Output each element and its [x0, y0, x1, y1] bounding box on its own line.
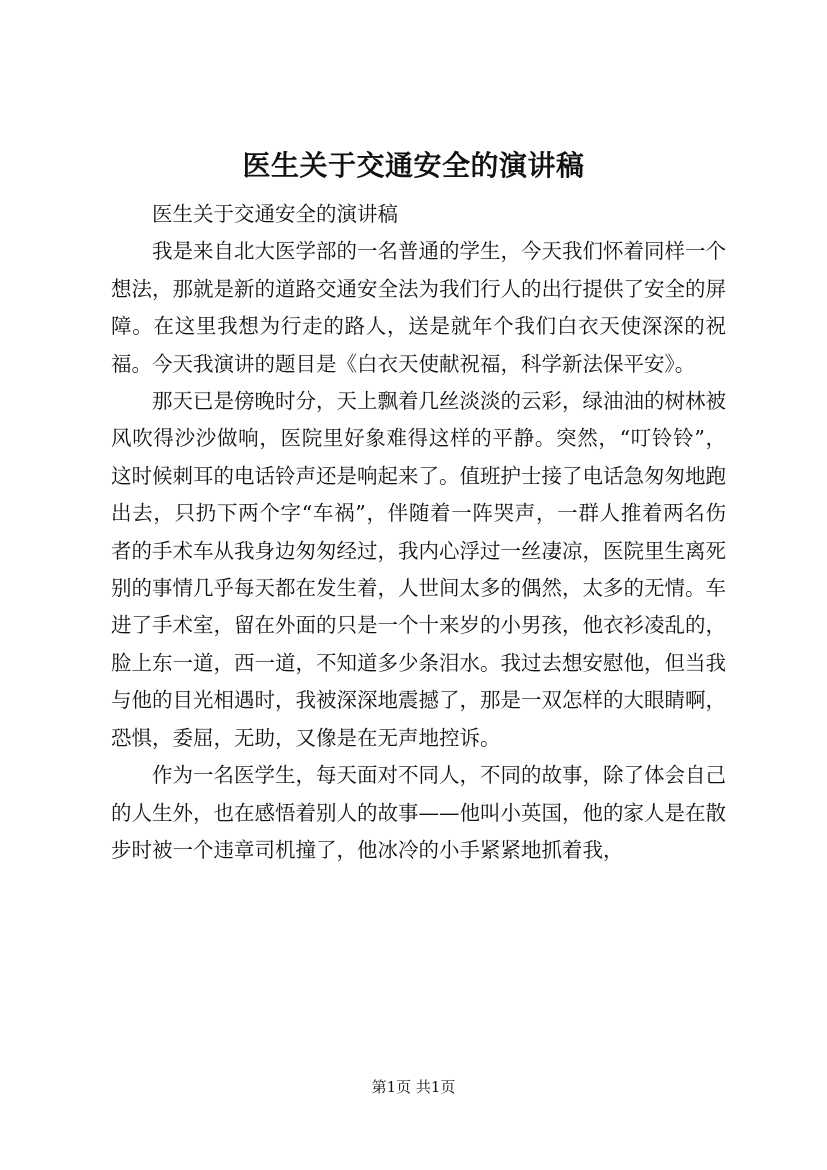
- page-number-footer: 第1页 共1页: [371, 1078, 456, 1096]
- paragraph-intro: 我是来自北大医学部的一名普通的学生，今天我们怀着同样一个想法，那就是新的道路交通安全法为我们行人的出行提供了安全的屏障。在这里我想为行走的路人，送是就年个我们白衣天使深深的祝福。今天我演讲的题目是《白衣天使献祝福，科学新法保平安》。: [111, 239, 726, 376]
- document-body: [111, 196, 726, 869]
- paragraph-subtitle: 医生关于交通安全的演讲稿: [152, 202, 398, 226]
- document-title: 医生关于交通安全的演讲稿: [242, 149, 585, 182]
- paragraph-reflection: 作为一名医学生，每天面对不同人，不同的故事，除了体会自己的人生外，也在感悟着别人的故事——他叫小英国，他的家人是在散步时被一个违章司机撞了，他冰冷的小手紧紧地抓着我，: [111, 763, 726, 862]
- paragraph-story: 那天已是傍晚时分，天上飘着几丝淡淡的云彩，绿油油的树林被风吹得沙沙做响，医院里好象难得这样的平静。突然，“叮铃铃”，这时候刺耳的电话铃声还是响起来了。值班护士接了电话急匆匆地跑出去，只扔下两个字“车祸”，伴随着一阵哭声，一群人推着两名伤者的手术车从我身边匆匆经过，我内心浮过一丝凄凉，医院里生离死别的事情几乎每天都在发生着，人世间太多的偶然，太多的无情。车进了手术室，留在外面的只是一个十来岁的小男孩，他衣衫凌乱的，脸上东一道，西一道，不知道多少条泪水。我过去想安慰他，但当我与他的目光相遇时，我被深深地震撼了，那是一双怎样的大眼睛啊，恐惧，委屈，无助，又像是在无声地控诉。: [111, 389, 726, 750]
